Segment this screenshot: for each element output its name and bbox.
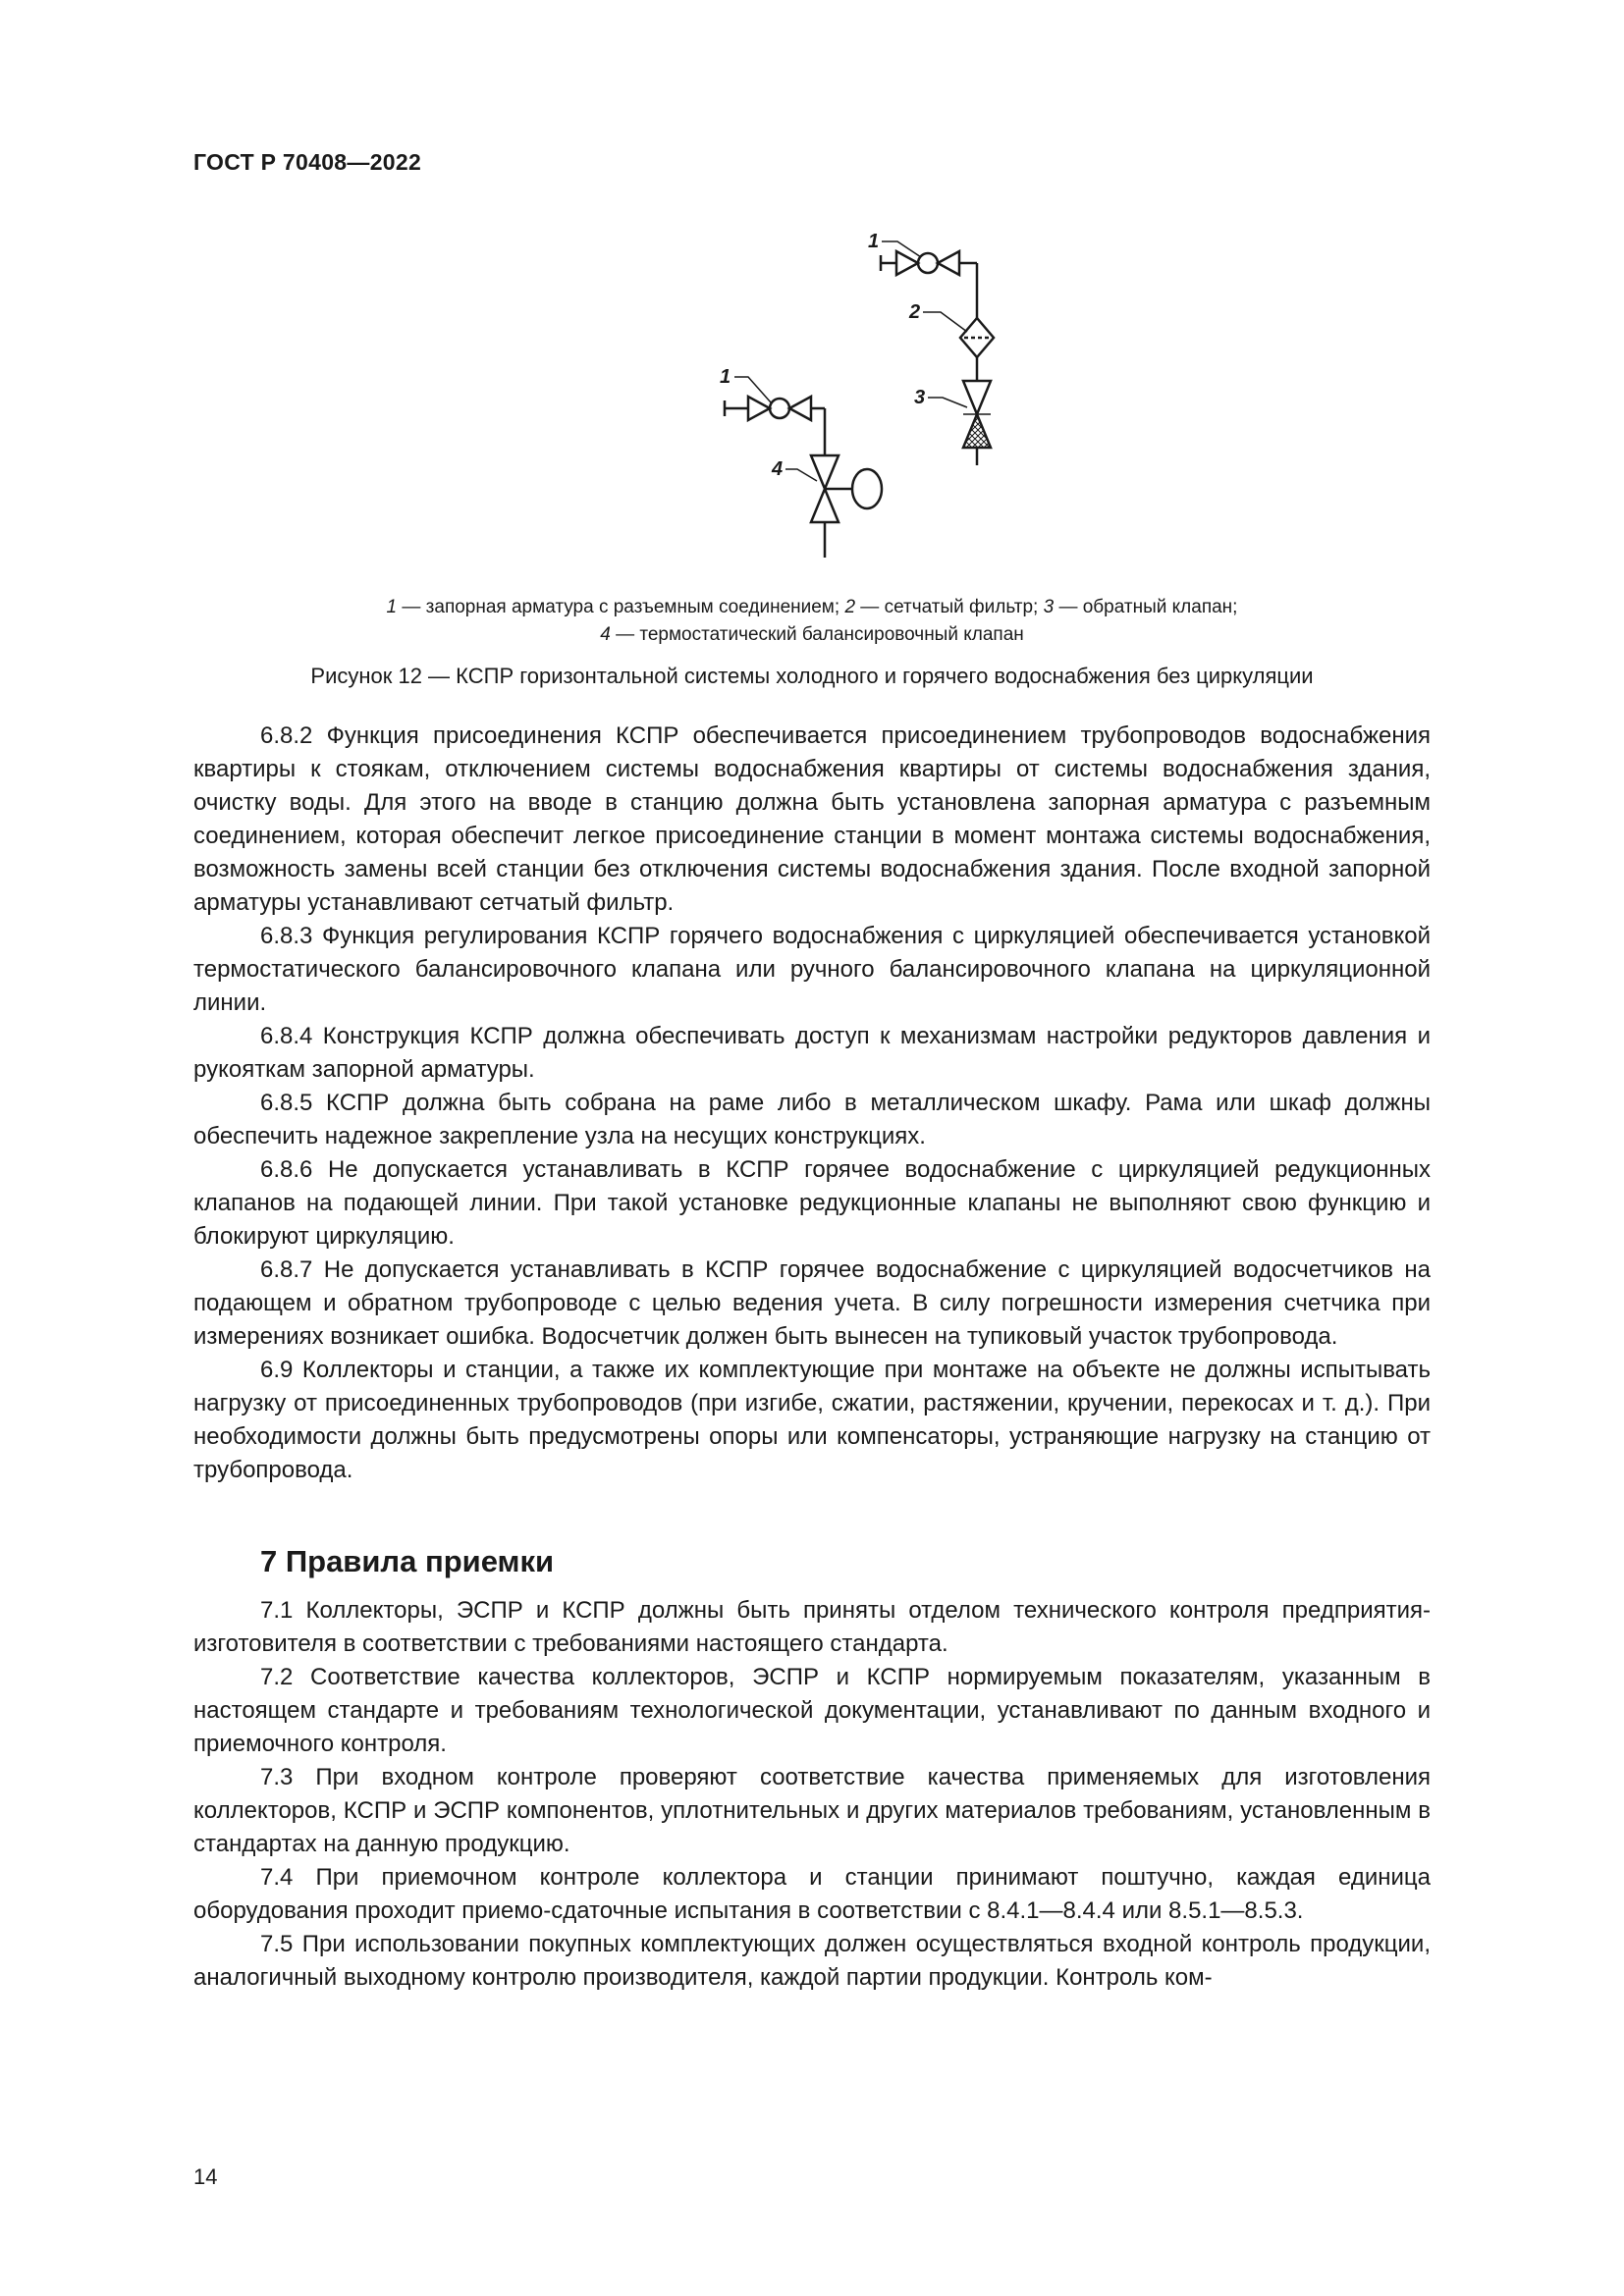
paragraph-6-8-5: 6.8.5 КСПР должна быть собрана на раме либо в металлическом шкафу. Рама или шкаф должны обеспечить надежное закрепление узла на несущих конструкциях. — [193, 1090, 1431, 1149]
callout-label: 1 — [868, 231, 880, 252]
paragraph-7-3: 7.3 При входном контроле проверяют соответствие качества применяемых для изготовления коллекторов, КСПР и ЭСПР компонентов, уплотнительных и других материалов требованиям, установленным в стандартах на данную продукцию. — [193, 1764, 1431, 1857]
legend-text: — термостатический балансировочный клапан — [610, 624, 1024, 645]
strainer-filter — [960, 318, 994, 381]
paragraph-6-8-4: 6.8.4 Конструкция КСПР должна обеспечивать доступ к механизмам настройки редукторов давления и рукояткам запорной арматуры. — [193, 1023, 1431, 1083]
figure-12-schematic — [0, 0, 1624, 589]
legend-number: 3 — [1043, 597, 1055, 617]
callout-label: 1 — [720, 366, 731, 388]
paragraph-7-2: 7.2 Соответствие качества коллекторов, ЭСПР и КСПР нормируемым показателям, указанным в настоящем стандарте и требованиям технологической документации, устанавливают по данным входного и приемочного контроля. — [193, 1664, 1431, 1757]
legend-item — [844, 597, 1043, 617]
paragraph-6-8-3: 6.8.3 Функция регулирования КСПР горячего водоснабжения с циркуляцией обеспечивается установкой термостатического балансировочного клапана или ручного балансировочного клапана на циркуляционной линии. — [193, 923, 1431, 1016]
section-6-paragraphs — [193, 720, 1431, 1487]
legend-item — [600, 624, 1024, 645]
callout-label: 3 — [914, 387, 926, 408]
thermostatic-balancing-valve — [811, 455, 882, 558]
legend-text: — обратный клапан; — [1054, 597, 1238, 617]
page-number: 14 — [193, 2164, 218, 2189]
legend-number: 4 — [600, 624, 611, 645]
paragraph-6-8-6: 6.8.6 Не допускается устанавливать в КСПР горячее водоснабжение с циркуляцией редукционных клапанов на подающей линии. При такой установке редукционные клапаны не выполняют свою функцию и блокируют циркуляцию. — [193, 1156, 1431, 1250]
shutoff-valve-upper — [881, 251, 977, 318]
paragraph-7-4: 7.4 При приемочном контроле коллектора и станции принимают поштучно, каждая единица оборудования проходит приемо-сдаточные испытания в соответствии с 8.4.1—8.4.4 или 8.5.1—8.5.3. — [193, 1864, 1431, 1924]
legend-number: 2 — [844, 597, 856, 617]
paragraph-6-8-7: 6.8.7 Не допускается устанавливать в КСПР горячее водоснабжение с циркуляцией водосчетчиков на подающем и обратном трубопроводе с целью ведения учета. В силу погрешности измерения счетчика при измерениях возникает ошибка. Водосчетчик должен быть вынесен на тупиковый участок трубопровода. — [193, 1256, 1431, 1350]
shutoff-valve-lower — [725, 397, 825, 455]
paragraph-6-8-2: 6.8.2 Функция присоединения КСПР обеспечивается присоединением трубопроводов водоснабжения квартиры к стоякам, отключением системы водоснабжения квартиры от системы водоснабжения здания, очистку воды. Для этого на вводе в станцию должна быть установлена запорная арматура с разъемным соединением, которая обеспечит легкое присоединение станции в момент монтажа системы водоснабжения, возможность замены всей станции без отключения системы водоснабжения здания. После входной запорной арматуры устанавливают сетчатый фильтр. — [193, 722, 1431, 916]
paragraph-6-9: 6.9 Коллекторы и станции, а также их комплектующие при монтаже на объекте не должны испытывать нагрузку от присоединенных трубопроводов (при изгибе, сжатии, растяжении, кручении, перекосах и т. д.). При необходимости должны быть предусмотрены опоры или компенсаторы, устраняющие нагрузку на станцию от трубопровода. — [193, 1357, 1431, 1483]
legend-item — [387, 597, 845, 617]
callout-leaders — [734, 241, 967, 481]
figure-legend-line-2 — [193, 621, 1431, 649]
figure-legend-line-1 — [193, 594, 1431, 621]
paragraph-7-5: 7.5 При использовании покупных комплектующих должен осуществляться входной контроль продукции, аналогичный выходному контролю производителя, каждой партии продукции. Контроль ком- — [193, 1931, 1431, 1991]
legend-item — [1044, 597, 1238, 617]
callout-label: 2 — [909, 301, 921, 323]
section-7-heading: 7 Правила приемки — [260, 1544, 555, 1578]
legend-text: — сетчатый фильтр; — [855, 597, 1044, 617]
legend-number: 1 — [386, 597, 398, 617]
check-valve — [963, 381, 991, 465]
section-7-paragraphs — [193, 1594, 1431, 1995]
document-code-header: ГОСТ Р 70408—2022 — [193, 149, 422, 175]
legend-text: — запорная арматура с разъемным соединением; — [397, 597, 845, 617]
paragraph-7-1: 7.1 Коллекторы, ЭСПР и КСПР должны быть приняты отделом технического контроля предприятия-изготовителя в соответствии с требованиями настоящего стандарта. — [193, 1597, 1431, 1657]
figure-caption: Рисунок 12 — КСПР горизонтальной системы холодного и горячего водоснабжения без циркуляции — [310, 664, 1314, 688]
callout-label: 4 — [772, 458, 784, 480]
